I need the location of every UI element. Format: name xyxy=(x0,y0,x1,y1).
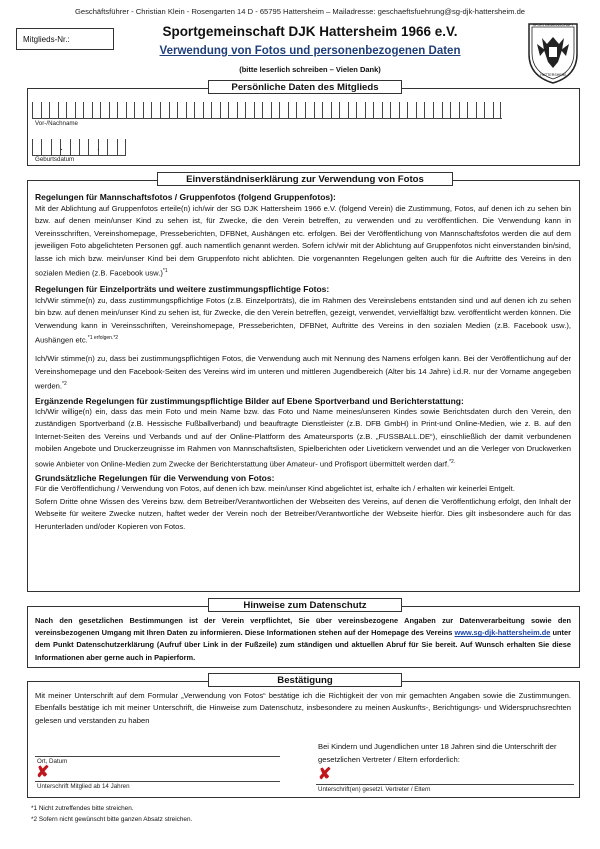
privacy-text xyxy=(35,615,571,664)
personal-data-title: Persönliche Daten des Mitglieds xyxy=(208,80,402,94)
letter-box[interactable] xyxy=(288,102,297,118)
letter-box[interactable] xyxy=(100,102,109,118)
letter-box[interactable] xyxy=(83,102,92,118)
letter-box[interactable] xyxy=(399,102,408,118)
letter-box[interactable] xyxy=(459,102,468,118)
letter-box[interactable] xyxy=(424,102,433,118)
place-date-label: Ort, Datum xyxy=(37,758,68,765)
third-party-text: Sofern Dritte ohne Wissen des Vereins bzw. dem Betreiber/Verantwortlichen der Webseiten des Vereins, auf denen die Veröffentlichung erfolgt, den Inhalt der Webseite für weitere Zwecke nutzen, haftet weder der Verein noch der Betreiber/Verantwortliche der Webseite hierfür. Dies gilt insbesondere auch für das Herunterladen und/oder Kopieren von Fotos. xyxy=(35,496,571,531)
letter-box[interactable] xyxy=(296,102,305,118)
letter-box[interactable] xyxy=(356,102,365,118)
basic-rules-heading: Grundsätzliche Regelungen für die Verwendung von Fotos: xyxy=(35,473,275,484)
member-number-label: Mitglieds-Nr.: xyxy=(23,35,70,44)
form-title: Verwendung von Fotos und personenbezogenen Daten xyxy=(159,45,461,57)
letter-box[interactable] xyxy=(279,102,288,118)
logo-text-top: SPORTGEMEINSCHAFT xyxy=(532,23,574,27)
letter-box[interactable] xyxy=(41,102,50,118)
letter-box[interactable] xyxy=(143,102,152,118)
letter-box[interactable] xyxy=(271,102,280,118)
letter-box[interactable] xyxy=(476,102,485,118)
letter-box[interactable] xyxy=(484,102,493,118)
letter-box[interactable] xyxy=(493,102,502,118)
letter-box[interactable] xyxy=(117,102,126,118)
birthdate-separator-1: . xyxy=(60,142,63,153)
basic-rules-text: Für die Veröffentlichung / Verwendung von Fotos, auf denen ich bzw. mein/unser Kind abgelichtet ist, erhalte ich / erhalten wir keinerlei Entgelt. xyxy=(35,484,515,494)
letter-box[interactable] xyxy=(433,102,442,118)
letter-box[interactable] xyxy=(160,102,169,118)
contact-line: Geschäftsführer - Christian Klein - Rosengarten 14 D - 65795 Hattersheim – Mailadresse: geschaeftsfuehrung@sg-djk-hattersheim.de xyxy=(74,7,526,16)
letter-box[interactable] xyxy=(442,102,451,118)
letter-box[interactable] xyxy=(177,102,186,118)
single-photos-paragraph: Ich/Wir stimme(n) zu, dass zustimmungspflichtige Fotos (z.B. Einzelporträts), die im Rahmen des Vereinslebens entstanden sind und auf denen ich zu sehen bin bzw. auf denen mein/unser Kind zu sehen ist, für Zwecke, die den Verein betreffen, gezeigt, verwendet, vervielfältigt bzw. veröffentlicht werden können. Die Verwendung kann in Vereinsschriften, Vereinshomepage, Presseberichten, DFBNet, Auftritte des Vereins in den sozialen Medien (z.B. Facebook usw.), Aushängen etc. xyxy=(35,295,571,345)
letter-box[interactable] xyxy=(58,102,67,118)
letter-box[interactable] xyxy=(373,102,382,118)
letter-box[interactable] xyxy=(117,139,126,155)
association-text xyxy=(35,406,571,471)
group-photos-text xyxy=(35,203,571,280)
signature-cross-icon: ✘ xyxy=(36,764,50,781)
letter-box[interactable] xyxy=(79,139,88,155)
footnote-mark-3: *2 xyxy=(62,380,67,387)
single-photos-text xyxy=(35,295,571,347)
letter-box[interactable] xyxy=(390,102,399,118)
footnote-mark-2: *1 erfolgen.*2 xyxy=(87,335,119,342)
consent-title: Einverständniserklärung zur Verwendung von Fotos xyxy=(157,172,453,186)
place-date-line[interactable] xyxy=(35,756,280,757)
letter-box[interactable] xyxy=(365,102,374,118)
association-heading: Ergänzende Regelungen für zustimmungspflichtige Bilder auf Ebene Sportverband und Berichterstattung: xyxy=(35,395,464,406)
name-label: Vor-/Nachname xyxy=(35,120,78,127)
birthdate-label: Geburtsdatum xyxy=(35,156,75,163)
letter-box[interactable] xyxy=(41,139,50,155)
letter-box[interactable] xyxy=(49,102,58,118)
letter-box[interactable] xyxy=(203,102,212,118)
member-signature-line[interactable] xyxy=(35,781,280,782)
group-photos-heading: Regelungen für Mannschaftsfotos / Gruppenfotos (folgend Gruppenfotos): xyxy=(35,192,336,202)
letter-box[interactable] xyxy=(32,139,41,155)
letter-box[interactable] xyxy=(339,102,348,118)
parent-signature-cross-icon: ✘ xyxy=(318,766,332,783)
letter-box[interactable] xyxy=(416,102,425,118)
birthdate-input[interactable] xyxy=(32,139,126,156)
letter-box[interactable] xyxy=(254,102,263,118)
minors-note: Bei Kindern und Jugendlichen unter 18 Jahren sind die Unterschrift der gesetzlichen Vertreter / Eltern erforderlich: xyxy=(318,742,557,764)
instruction-note: (bitte leserlich schreiben – Vielen Dank) xyxy=(239,65,381,74)
letter-box[interactable] xyxy=(407,102,416,118)
letter-box[interactable] xyxy=(186,102,195,118)
letter-box[interactable] xyxy=(109,102,118,118)
privacy-text-start: Nach den gesetzlichen Bestimmungen ist der Verein verpflichtet, Sie über vereinsbezogene Angaben zur Datenverarbeitung sowie den vereinsbezogenen Umgang mit Ihren Daten zu informieren. Diese Informationen stehen auf der Homepage des Vereins xyxy=(35,616,571,638)
logo-text-bottom: HATTERSHEIM xyxy=(540,73,566,77)
letter-box[interactable] xyxy=(382,102,391,118)
letter-box[interactable] xyxy=(262,102,271,118)
confirmation-text: Mit meiner Unterschrift auf dem Formular „Verwendung von Fotos“ bestätige ich die Richtigkeit der von mir gemachten Angaben sowie die Zustimmungen. Ebenfalls bestätige ich mit meiner Unterschrift, die Hinweise zum Datenschutz, insbesondere zu meinen Auskunfts-, Berichtigungs- und Widerspruchsrechten gelesen und verstanden zu haben xyxy=(35,691,571,725)
letter-box[interactable] xyxy=(70,139,79,155)
letter-box[interactable] xyxy=(467,102,476,118)
footnote-mark-4: *2. xyxy=(449,458,456,465)
letter-box[interactable] xyxy=(75,102,84,118)
letter-box[interactable] xyxy=(228,102,237,118)
letter-box[interactable] xyxy=(32,102,41,118)
club-website-link[interactable]: www.sg-djk-hattersheim.de xyxy=(454,628,551,638)
footnote-2: *2 Sofern nicht gewünscht bitte ganzen Absatz streichen. xyxy=(31,816,193,823)
letter-box[interactable] xyxy=(314,102,323,118)
privacy-title: Hinweise zum Datenschutz xyxy=(208,598,402,612)
privacy-text-end: unter dem Punkt Datenschutzerklärung (Aufruf über Link in der Fußzeile) zum ständigen und aktuellen Abruf für Sie bereit. Auf Wunsch erhalten Sie diese Informationen aber gerne auch in Papierform. xyxy=(35,628,571,662)
footnote-mark-1: *1 xyxy=(162,268,168,275)
letter-box[interactable] xyxy=(107,139,116,155)
letter-box[interactable] xyxy=(169,102,178,118)
letter-box[interactable] xyxy=(322,102,331,118)
member-signature-label: Unterschrift Mitglied ab 14 Jahren xyxy=(37,783,130,790)
letter-box[interactable] xyxy=(51,139,60,155)
name-usage-paragraph: Ich/Wir stimme(n) zu, dass bei zustimmungspflichtigen Fotos, die Verwendung auch mit Nennung des Namens erfolgen kann. Bei der Veröffentlichung auf der Vereinshomepage und den Facebook-Seiten des Vereins wird im unteren und mittleren Jugendbereich (Alter bis 14 Jahre) i.d.R. nur der Vorname angegeben werden. xyxy=(35,354,571,391)
single-photos-heading: Regelungen für Einzelporträts und weitere zustimmungspflichtige Fotos: xyxy=(35,283,330,294)
letter-box[interactable] xyxy=(211,102,220,118)
letter-box[interactable] xyxy=(450,102,459,118)
letter-box[interactable] xyxy=(134,102,143,118)
name-usage-text xyxy=(35,353,571,393)
association-paragraph: Ich/Wir willige(n) ein, dass das mein Foto und mein Name bzw. das Foto und Name meines/unseren Kindes sowie Berichtsdaten durch den Verein, den zuständigen Sportverband (z.B. Hessische Fußballverband) und beauftragte Dienstleister (z.B. DFB GmbH) in Print-und Online-Medien, wie z. B. auf den Internet-Seiten des Vereins und Verbands und auf der Online-Plattform des Amateursports (z.B. „FUSSBALL.DE“), einschließlich der damit verbundenen mobilen Angebote und Druckerzeugnisse im Rahmen von Mannschaftslisten, Spielberichten oder Livetickern verwendet und an die Verleger von Druckwerken sowie Anbieter von Online-Medien zum Zwecke der Berichterstattung über Amateur- und Profisport übermittelt werden darf. xyxy=(35,406,571,469)
letter-box[interactable] xyxy=(331,102,340,118)
letter-box[interactable] xyxy=(220,102,229,118)
letter-box[interactable] xyxy=(245,102,254,118)
consent-body xyxy=(35,192,571,533)
letter-box[interactable] xyxy=(92,102,101,118)
letter-box[interactable] xyxy=(126,102,135,118)
letter-box[interactable] xyxy=(66,102,75,118)
footnote-1: *1 Nicht zutreffendes bitte streichen. xyxy=(31,805,134,812)
name-input[interactable] xyxy=(32,102,502,119)
letter-box[interactable] xyxy=(194,102,203,118)
birthdate-separator-2: . xyxy=(97,142,100,153)
letter-box[interactable] xyxy=(305,102,314,118)
confirmation-title: Bestätigung xyxy=(208,673,402,687)
letter-box[interactable] xyxy=(348,102,357,118)
letter-box[interactable] xyxy=(151,102,160,118)
parent-signature-line[interactable] xyxy=(316,784,574,785)
parent-signature-label: Unterschrift(en) gesetzl. Vertreter / Eltern xyxy=(318,786,431,793)
organization-name: Sportgemeinschaft DJK Hattersheim 1966 e.V. xyxy=(162,24,458,39)
letter-box[interactable] xyxy=(237,102,246,118)
group-photos-paragraph: Mit der Ablichtung auf Gruppenfotos erteile(n) ich/wir der SG DJK Hattersheim 1966 e.V. (folgend Verein) die Zustimmung, Fotos, auf denen ich zu sehen bin bzw. auf denen mein/unser Kind zu sehen ist, für Zwecke, die den Verein betreffen, zu verwenden und zu veröffentlichen. Die Verwendung kann in Vereinsschriften, Vereinshomepage, Presseberichten, DFBNet, Aushängen etc. erfolgen. Bei der Veröffentlichung von Mannschaftsfotos werden die auf dem jeweiligen Foto abgelichteten Personen ggf. auch namentlich genannt werden. Sofern ich/wir mit der Ablichtung auf Gruppenfotos nicht einverstanden bin/sind, lasse ich mich bzw. mein/unser Kind bei dem Gruppenfoto nicht ablichten. Die vorgenannten Regelungen gelten auch für die Auftritte des Vereins in den sozialen Medien (z.B. Facebook usw.) xyxy=(35,204,571,278)
member-number-field[interactable] xyxy=(16,28,114,50)
